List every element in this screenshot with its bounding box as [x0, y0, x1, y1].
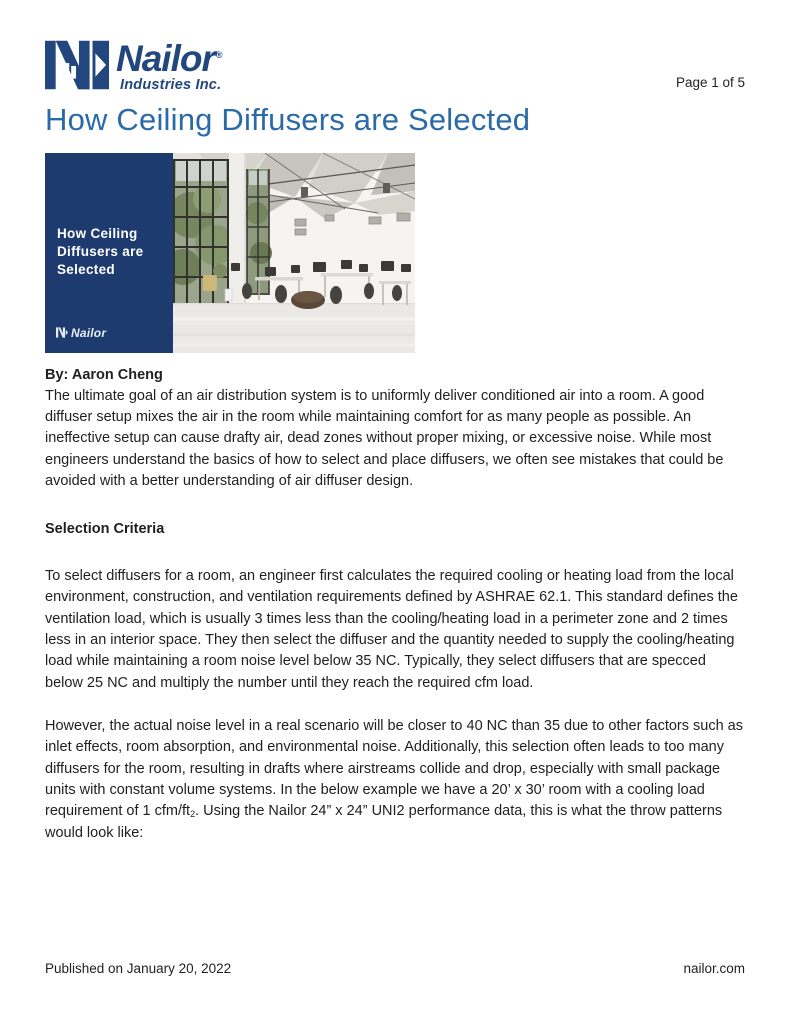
selection-paragraph: To select diffusers for a room, an engineer first calculates the required cooling or heating load from the local environment, construction, and ventilation requirements defined by ASHRAE 62.1. This standard defines the ventilation load, which is usually 3 times less than the cooling/heating load in a perimeter zone and 2 times less in an interior space. They then select the diffuser and the quantity needed to supply the cooling/heating load while maintaining a room noise level below 35 NC. Typically, they select diffusers that are specced below 25 NC and multiply the number until they reach the required cfm load. — [45, 568, 738, 691]
cfm-ft-subscript: 2 — [190, 809, 196, 820]
hero-image — [45, 153, 415, 353]
published-date: Published on January 20, 2022 — [45, 961, 232, 976]
hero-card — [45, 153, 173, 353]
however-text-pre: However, the actual noise level in a real scenario will be closer to 40 NC than 35 due to other factors such as inlet effects, room absorption, and environmental noise. Additionally, this selection often leads to too many diffusers for the room, resulting in drafts where airstreams collide and drop, especially with small package units with constant volume systems. In the below example we have a 20’ x 30’ room with a cooling load requirement of 1 cfm/ft — [45, 717, 743, 820]
article-body — [45, 365, 745, 845]
however-text-post: . Using the Nailor 24” x 24” UNI2 performance data, this is what the throw patterns would look like: — [45, 803, 723, 842]
logo-trademark: ® — [215, 49, 222, 60]
logo-brand-text: Nailor® — [116, 38, 222, 79]
logo-subtitle: Industries Inc. — [120, 77, 222, 94]
intro-paragraph: The ultimate goal of an air distribution system is to uniformly deliver conditioned air into a room. A good diffuser setup mixes the air in the room while maintaining comfort for as many people as possible. An ineffective setup can cause drafty air, dead zones without proper mixing, or excessive noise. While most engineers understand the basics of how to select and place diffusers, we often see mistakes that could be avoided with a better understanding of air diffuser design. — [45, 387, 724, 489]
byline: By: Aaron Cheng — [45, 366, 163, 383]
page-indicator: Page 1 of 5 — [675, 74, 745, 90]
hero-card-title: How Ceiling Diffusers are Selected — [57, 225, 144, 277]
hero-brand-icon — [56, 327, 68, 338]
site-link[interactable]: nailor.com — [683, 961, 745, 976]
page-header — [45, 40, 745, 93]
however-paragraph — [45, 716, 745, 845]
hero-brand-text: Nailor — [71, 325, 107, 340]
page-footer — [45, 961, 745, 976]
office-photo — [173, 153, 415, 353]
page-title: How Ceiling Diffusers are Selected — [45, 101, 531, 137]
nailor-logo — [45, 40, 222, 93]
hero-brand-logo — [56, 326, 106, 340]
nailor-logo-icon — [45, 40, 109, 90]
section-heading: Selection Criteria — [45, 521, 165, 538]
